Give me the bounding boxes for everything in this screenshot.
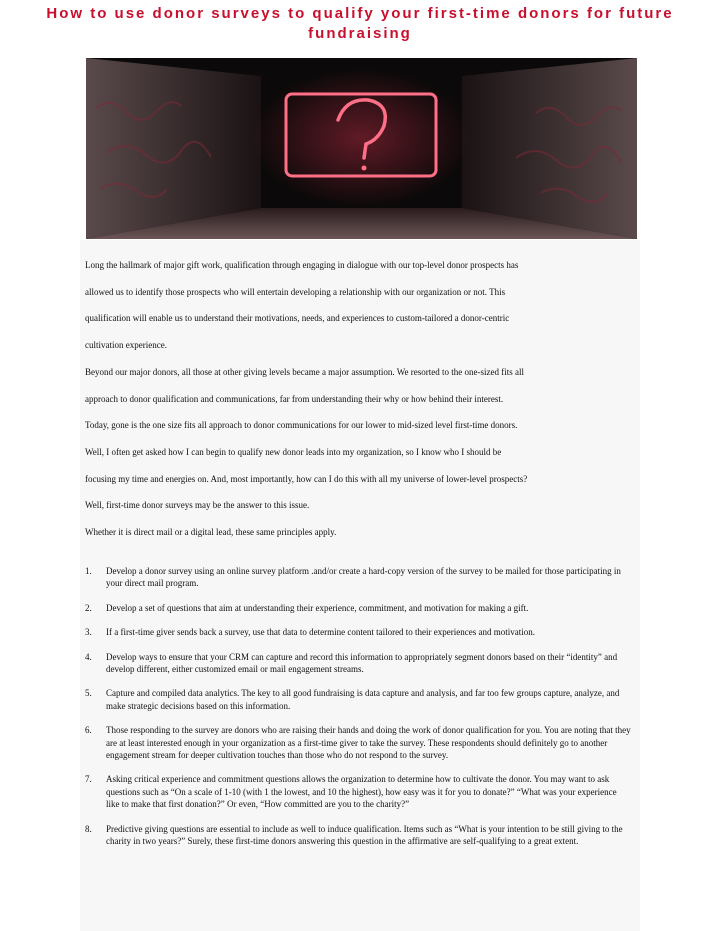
list-item xyxy=(85,565,645,590)
page-title: How to use donor surveys to qualify your first-time donors for future fundraising xyxy=(46,5,674,42)
article-body xyxy=(85,252,645,546)
list-item-number: 1. xyxy=(85,566,92,576)
hero-image xyxy=(86,58,637,239)
list-item xyxy=(85,687,645,712)
paragraph-line: Whether it is direct mail or a digital lead, these same principles apply. xyxy=(85,527,337,538)
list-item-text: Develop a set of questions that aim at understanding their experience, commitment, and motivation for making a gift. xyxy=(106,602,529,613)
list-item xyxy=(85,626,645,638)
paragraph-line: focusing my time and energies on. And, most importantly, how can I do this with all my universe of lower-level prospects? xyxy=(85,473,528,484)
paragraph-line: Beyond our major donors, all those at other giving levels became a major assumption. We resorted to the one-sized fits all xyxy=(85,366,524,377)
paragraph-line: Today, gone is the one size fits all approach to donor communications for our lower to mid-sized level first-time donors. xyxy=(85,420,518,431)
list-item xyxy=(85,823,645,848)
list-item-number: 4. xyxy=(85,651,92,662)
list-item-number: 3. xyxy=(85,627,92,638)
list-item-text: If a first-time giver sends back a survey, use that data to determine content tailored to their experiences and motivation. xyxy=(106,627,536,638)
list-item-number: 2. xyxy=(85,602,92,613)
list-item xyxy=(85,724,645,761)
list-item-number: 6. xyxy=(85,725,92,736)
paragraph-line: Well, I often get asked how I can begin to qualify new donor leads into my organization, so I know who I should be xyxy=(85,446,502,457)
steps-list xyxy=(85,565,645,860)
list-item xyxy=(85,602,645,614)
list-item-number: 5. xyxy=(85,688,92,699)
list-item-number: 7. xyxy=(85,774,92,785)
list-item-text: Develop ways to ensure that your CRM can capture and record this information to appropriately segment donors based on their “identity” and develop different, either customized email or mail engagement streams. xyxy=(106,651,618,675)
paragraph-line: Well, first-time donor surveys may be the answer to this issue. xyxy=(85,500,310,511)
paragraph-line: Long the hallmark of major gift work, qualification through engaging in dialogue with our top-level donor prospects has xyxy=(85,260,519,270)
list-item-text: Develop a donor survey using an online survey platform .and/or create a hard-copy version of the survey to be mailed for those participating in your direct mail program. xyxy=(106,566,621,589)
neon-question-mark-photo xyxy=(86,58,637,239)
list-item-text: Capture and compiled data analytics. The key to all good fundraising is data capture and analysis, and far too few groups capture, analyze, and make strategic decisions based on this information. xyxy=(106,688,620,711)
paragraph-line: cultivation experience. xyxy=(85,340,167,351)
paragraph-line: allowed us to identify those prospects who will entertain developing a relationship with our organization or not. This xyxy=(85,286,506,297)
list-item xyxy=(85,651,645,676)
list-item-text: Those responding to the survey are donors who are raising their hands and doing the work of donor qualification for you. You are noting that they are at least interested enough in your organization as a first-time giver to take the survey. These respondents should definitely go to another engagement stream for deeper cultivation touches than those who do not respond to the survey. xyxy=(106,725,631,761)
paragraph-line: qualification will enable us to understand their motivations, needs, and experiences to custom-tailored a donor-centric xyxy=(85,313,510,324)
list-item-text: Predictive giving questions are essential to include as well to induce qualification. Items such as “What is your intention to be still giving to the charity in two years?” Surely, these first-time donors answering this question in the affirmative are self-qualifying to a great extent. xyxy=(106,823,623,847)
list-item-number: 8. xyxy=(85,823,92,834)
list-item-text: Asking critical experience and commitment questions allows the organization to determine how to cultivate the donor. You may want to ask questions such as “On a scale of 1-10 (with 1 the lowest, and 10 the highest), how easy was it for you to donate?” “What was your experience like to make that first donation?” Or even, “How committed are you to the charity?” xyxy=(106,774,617,810)
list-item xyxy=(85,773,645,810)
paragraph-line: approach to donor qualification and communications, far from understanding their why or how behind their interest. xyxy=(85,393,504,404)
